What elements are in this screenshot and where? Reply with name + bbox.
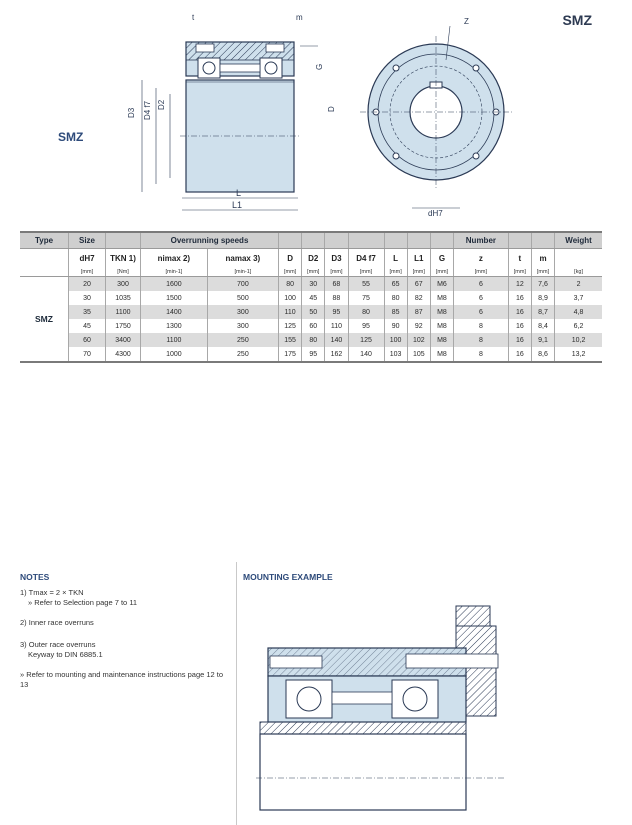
page-title: SMZ [562, 12, 592, 28]
table-cell: 8 [454, 319, 509, 333]
table-cell: 8,7 [531, 305, 554, 319]
col-unit: [mm] [430, 267, 453, 277]
table-row [20, 277, 602, 292]
table-cell: 80 [384, 291, 407, 305]
table-cell: 95 [325, 305, 348, 319]
table-row [20, 291, 602, 305]
col-header: m [531, 249, 554, 268]
col-unit: [mm] [325, 267, 348, 277]
dim-d: D [327, 106, 336, 112]
table-cell: 103 [384, 347, 407, 362]
table-cell: 1000 [141, 347, 208, 362]
table-cell: 80 [279, 277, 302, 292]
table-cell: 175 [279, 347, 302, 362]
table-cell: 105 [407, 347, 430, 362]
dim-l1: L1 [232, 200, 243, 210]
table-body [20, 277, 602, 363]
table-cell: 1100 [141, 333, 208, 347]
table-cell: 16 [508, 305, 531, 319]
note-3: 3) Outer race overruns [20, 640, 96, 649]
table-cell: 1035 [106, 291, 141, 305]
col-header: TKN 1) [106, 249, 141, 268]
table-cell: 60 [69, 333, 106, 347]
dim-m: m [296, 13, 303, 22]
notes-title: NOTES [20, 572, 50, 582]
table-cell: 80 [348, 305, 384, 319]
col-unit: [min-1] [207, 267, 278, 277]
table-cell: 82 [407, 291, 430, 305]
dim-dh7: dH7 [428, 209, 443, 218]
col-header: z [454, 249, 509, 268]
table-cell: 8 [454, 333, 509, 347]
col-number-header: Number [454, 232, 509, 249]
table-cell: 300 [207, 319, 278, 333]
col-header: nimax 2) [141, 249, 208, 268]
col-header: D2 [302, 249, 325, 268]
product-type-label: SMZ [58, 130, 84, 144]
table-cell: 1500 [141, 291, 208, 305]
table-cell: 8,4 [531, 319, 554, 333]
col-unit: [min-1] [141, 267, 208, 277]
table-cell: 2 [555, 277, 602, 292]
col-weight-header: Weight [555, 232, 602, 249]
table-cell: 13,2 [555, 347, 602, 362]
type-cell: SMZ [20, 277, 69, 363]
bearing-right [260, 58, 282, 78]
table-cell: 100 [279, 291, 302, 305]
note-1-ref: » Refer to Selection page 7 to 11 [28, 598, 138, 607]
table-cell: 50 [302, 305, 325, 319]
table-cell: 95 [348, 319, 384, 333]
table-cell: 90 [384, 319, 407, 333]
table-cell: 500 [207, 291, 278, 305]
bearing-left [198, 58, 220, 78]
col-header: D [279, 249, 302, 268]
table-cell: 8 [454, 347, 509, 362]
table-cell: 110 [279, 305, 302, 319]
table-cell: 6,2 [555, 319, 602, 333]
table-cell: 85 [384, 305, 407, 319]
col-header: L1 [407, 249, 430, 268]
column-divider [236, 562, 237, 825]
table-cell: 75 [348, 291, 384, 305]
col-header [555, 249, 602, 268]
col-unit: [kg] [555, 267, 602, 277]
table-cell: 16 [508, 347, 531, 362]
table-cell: 12 [508, 277, 531, 292]
dim-d4: D4 f7 [143, 100, 152, 120]
col-unit: [mm] [531, 267, 554, 277]
table-cell: 4,8 [555, 305, 602, 319]
table-cell: 55 [348, 277, 384, 292]
table-cell: M8 [430, 291, 453, 305]
table-cell: 70 [69, 347, 106, 362]
col-size-header: Size [69, 232, 106, 249]
table-cell: 87 [407, 305, 430, 319]
col-unit: [mm] [279, 267, 302, 277]
table-cell: 45 [69, 319, 106, 333]
col-unit: [mm] [69, 267, 106, 277]
table-cell: 45 [302, 291, 325, 305]
col-header: L [384, 249, 407, 268]
mounting-title: MOUNTING EXAMPLE [243, 572, 333, 582]
table-cell: 6 [454, 277, 509, 292]
table-cell: 125 [279, 319, 302, 333]
mount-bracket [456, 606, 490, 626]
table-cell: 10,2 [555, 333, 602, 347]
table-cell: 16 [508, 291, 531, 305]
table-row [20, 319, 602, 333]
table-cell: 110 [325, 319, 348, 333]
table-cell: 6 [454, 305, 509, 319]
note-3-keyway: Keyway to DIN 6885.1 [28, 650, 103, 659]
table-cell: 80 [302, 333, 325, 347]
table-cell: 65 [384, 277, 407, 292]
mount-shaft [260, 722, 466, 734]
col-overrunning-header: Overrunning speeds [141, 232, 279, 249]
col-header: dH7 [69, 249, 106, 268]
table-cell: 100 [384, 333, 407, 347]
table-cell: 16 [508, 333, 531, 347]
bolt-left [196, 44, 214, 52]
table-cell: 3400 [106, 333, 141, 347]
table-cell: 250 [207, 333, 278, 347]
dim-d3: D3 [127, 107, 136, 118]
table-cell: 60 [302, 319, 325, 333]
table-row [20, 333, 602, 347]
table-cell: 30 [69, 291, 106, 305]
table-cell: 7,6 [531, 277, 554, 292]
table-cell: 250 [207, 347, 278, 362]
col-header: t [508, 249, 531, 268]
mount-bolt-right [406, 654, 498, 668]
dim-l: L [236, 188, 242, 198]
table-cell: 68 [325, 277, 348, 292]
table-cell: 700 [207, 277, 278, 292]
dim-z: Z [464, 17, 469, 26]
table-cell: 300 [106, 277, 141, 292]
col-unit: [mm] [508, 267, 531, 277]
table-cell: 1100 [106, 305, 141, 319]
col-unit: [mm] [454, 267, 509, 277]
table-cell: M8 [430, 305, 453, 319]
table-cell: 8,6 [531, 347, 554, 362]
table-cell: 6 [454, 291, 509, 305]
table-cell: 9,1 [531, 333, 554, 347]
col-unit: [Nm] [106, 267, 141, 277]
col-unit: [mm] [407, 267, 430, 277]
table-cell: 140 [348, 347, 384, 362]
col-header: D3 [325, 249, 348, 268]
note-1: 1) Tmax = 2 × TKN [20, 588, 84, 597]
col-unit: [mm] [302, 267, 325, 277]
col-header: G [430, 249, 453, 268]
bolt-right [266, 44, 284, 52]
table-row [20, 347, 602, 362]
mounting-example-drawing [256, 600, 506, 815]
dim-g: G [315, 63, 324, 70]
table-cell: 20 [69, 277, 106, 292]
dim-d2: D2 [157, 99, 166, 110]
table-cell: 1400 [141, 305, 208, 319]
table-cell: 95 [302, 347, 325, 362]
table-cell: M8 [430, 333, 453, 347]
col-header: D4 f7 [348, 249, 384, 268]
table-cell: 140 [325, 333, 348, 347]
table-cell: 67 [407, 277, 430, 292]
table-cell: 125 [348, 333, 384, 347]
col-type-header: Type [20, 232, 69, 249]
table-unit-row [20, 267, 602, 277]
table-cell: 4300 [106, 347, 141, 362]
table-cell: 35 [69, 305, 106, 319]
spec-table [20, 231, 602, 363]
table-cell: 3,7 [555, 291, 602, 305]
table-cell: 1600 [141, 277, 208, 292]
table-column-header-row [20, 249, 602, 268]
mount-bolt-left [270, 656, 322, 668]
table-cell: M8 [430, 347, 453, 362]
dim-t: t [192, 13, 195, 22]
col-unit: [mm] [348, 267, 384, 277]
table-cell: 30 [302, 277, 325, 292]
note-4: » Refer to mounting and maintenance instructions page 12 to 13 [20, 670, 224, 689]
table-cell: 102 [407, 333, 430, 347]
col-header: namax 3) [207, 249, 278, 268]
table-cell: M6 [430, 277, 453, 292]
table-cell: M8 [430, 319, 453, 333]
table-cell: 1300 [141, 319, 208, 333]
table-row [20, 305, 602, 319]
technical-drawing [120, 8, 520, 220]
note-2: 2) Inner race overruns [20, 618, 94, 627]
table-cell: 1750 [106, 319, 141, 333]
table-cell: 155 [279, 333, 302, 347]
table-cell: 162 [325, 347, 348, 362]
table-cell: 16 [508, 319, 531, 333]
table-cell: 300 [207, 305, 278, 319]
table-cell: 92 [407, 319, 430, 333]
col-unit: [mm] [384, 267, 407, 277]
table-group-header-row [20, 232, 602, 249]
table-cell: 88 [325, 291, 348, 305]
table-cell: 8,9 [531, 291, 554, 305]
